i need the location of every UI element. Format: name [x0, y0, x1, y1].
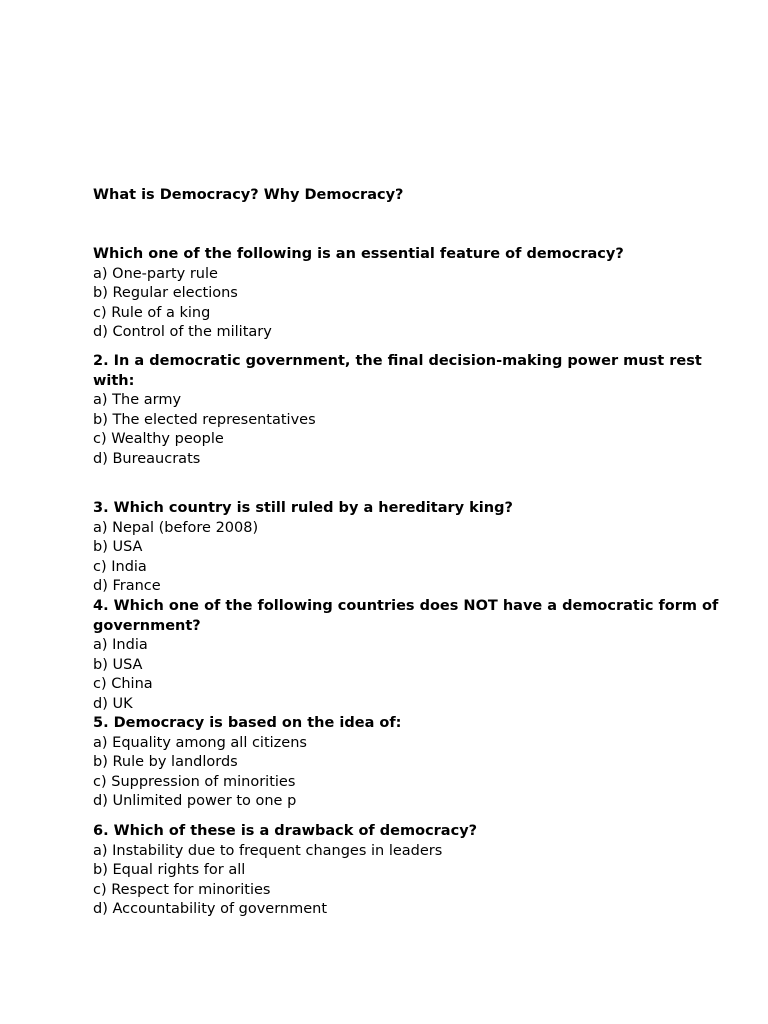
question-stem: Which one of the following is an essential feature of democracy? — [93, 246, 624, 262]
option-d: d) UK — [93, 695, 133, 712]
option-c: c) India — [93, 558, 147, 575]
question-1 — [93, 245, 733, 343]
question-stem: 6. Which of these is a drawback of democracy? — [93, 823, 478, 839]
option-d: d) Accountability of government — [93, 901, 328, 918]
option-c: c) Rule of a king — [93, 304, 211, 321]
question-stem: 3. Which country is still ruled by a hereditary king? — [93, 500, 513, 516]
question-2 — [93, 352, 733, 470]
option-c: c) Suppression of minorities — [93, 773, 296, 790]
option-a: a) India — [93, 637, 148, 654]
option-d: d) Bureaucrats — [93, 450, 201, 467]
option-b: b) Rule by landlords — [93, 754, 238, 771]
option-a: a) The army — [93, 392, 182, 409]
question-6 — [93, 822, 733, 920]
option-a: a) Equality among all citizens — [93, 734, 307, 751]
option-b: b) The elected representatives — [93, 411, 316, 428]
question-5 — [93, 714, 733, 812]
option-c: c) Wealthy people — [93, 431, 224, 448]
option-b: b) Regular elections — [93, 285, 238, 302]
question-4 — [93, 597, 733, 715]
question-stem: 4. Which one of the following countries does NOT have a democratic form of government? — [93, 598, 719, 634]
question-stem: 2. In a democratic government, the final decision-making power must rest with: — [93, 353, 702, 389]
option-d: d) Control of the military — [93, 324, 272, 341]
option-c: c) Respect for minorities — [93, 881, 271, 898]
option-d: d) France — [93, 578, 161, 595]
option-b: b) USA — [93, 656, 143, 673]
option-a: a) One-party rule — [93, 265, 218, 282]
option-a: a) Instability due to frequent changes in leaders — [93, 842, 443, 859]
option-d: d) Unlimited power to one p — [93, 793, 297, 810]
option-b: b) USA — [93, 539, 143, 556]
document-title: What is Democracy? Why Democracy? — [93, 187, 404, 203]
question-stem: 5. Democracy is based on the idea of: — [93, 715, 402, 731]
option-a: a) Nepal (before 2008) — [93, 519, 259, 536]
option-c: c) China — [93, 676, 153, 693]
option-b: b) Equal rights for all — [93, 862, 246, 879]
question-3 — [93, 499, 733, 597]
